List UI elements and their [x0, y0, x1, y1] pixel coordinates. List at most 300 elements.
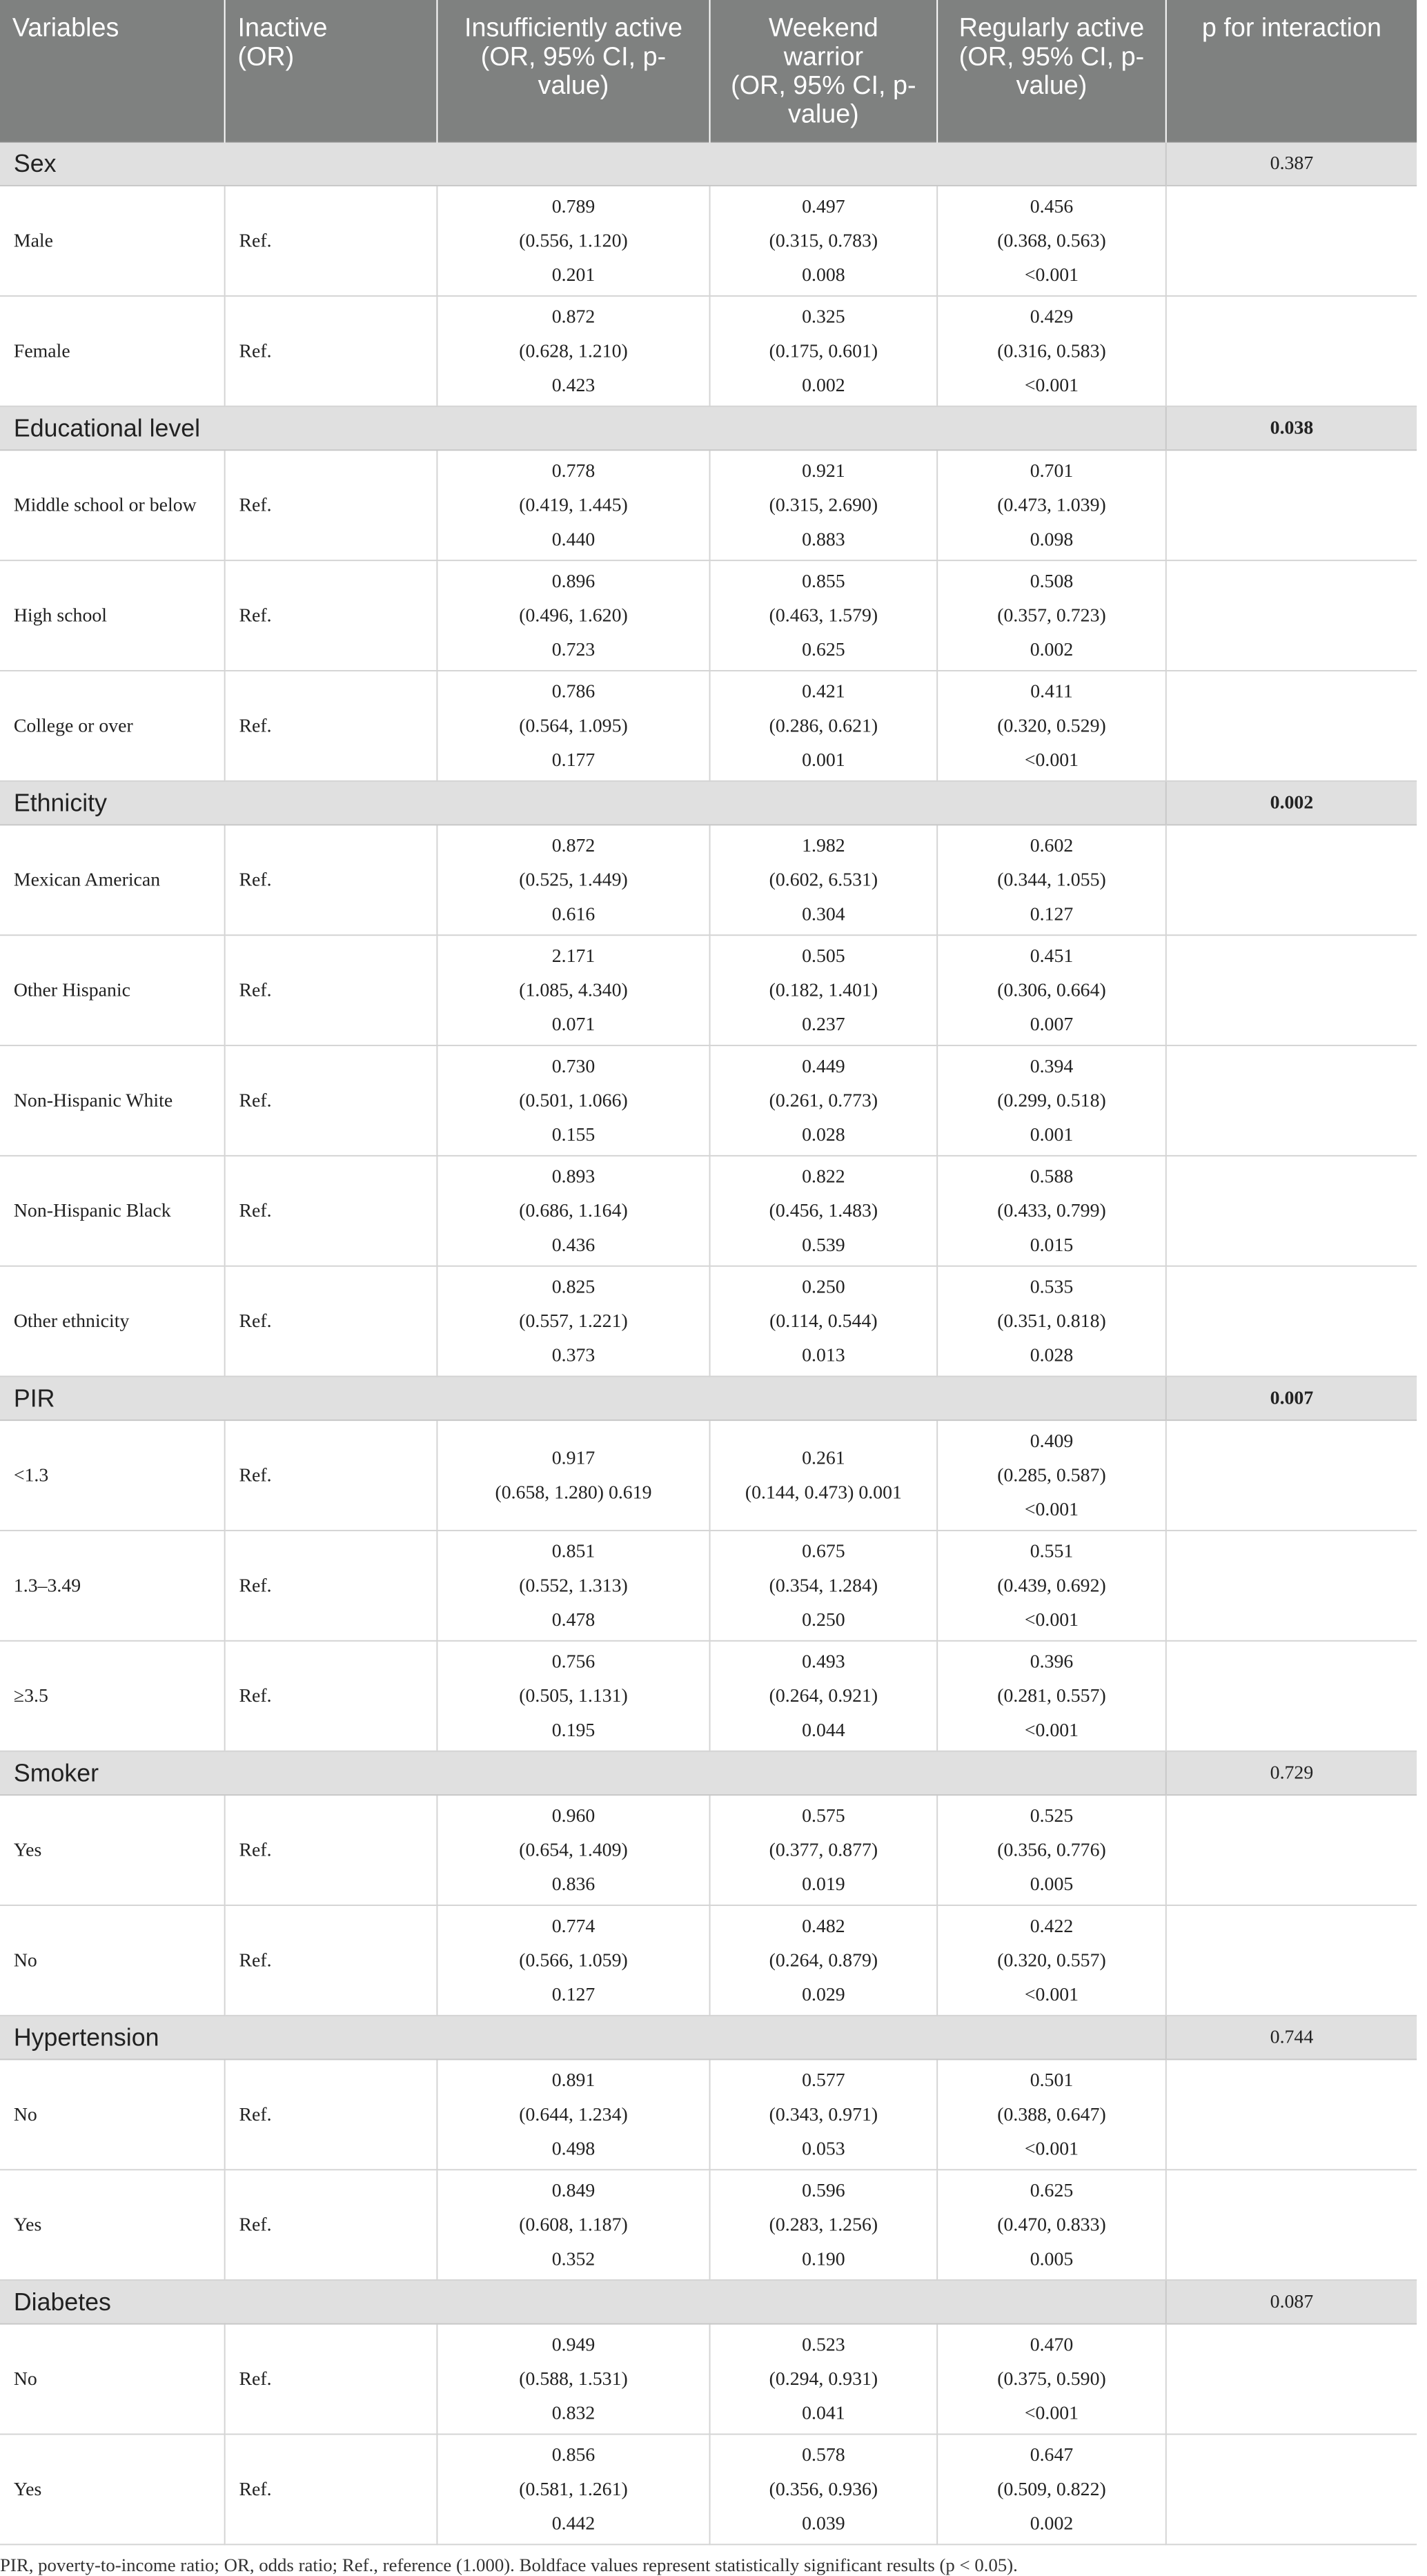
weekend-warrior-cell — [710, 935, 938, 1045]
insufficient-active-cell — [437, 935, 709, 1045]
stat-line: (0.581, 1.261) — [519, 2478, 628, 2500]
stat-line: 0.449 — [802, 1055, 845, 1077]
stat-line: 0.849 — [551, 2179, 596, 2201]
regularly-active-cell — [937, 935, 1166, 1045]
section-label: Ethnicity — [0, 781, 1166, 825]
table-row — [0, 1531, 1417, 1641]
header-weekend-line1: Weekend — [769, 13, 878, 43]
stat-line: (0.316, 0.583) — [997, 340, 1106, 362]
stat-line: 0.836 — [551, 1873, 596, 1895]
stat-line: 0.019 — [802, 1873, 845, 1895]
table-row — [0, 671, 1417, 781]
regularly-active-cell — [937, 1531, 1166, 1641]
stat-line: (0.470, 0.833) — [997, 2214, 1106, 2236]
section-label: Educational level — [0, 406, 1166, 451]
interaction-empty-cell — [1166, 1531, 1417, 1641]
header-regular — [937, 0, 1166, 142]
regularly-active-cell — [937, 2434, 1166, 2544]
table-row — [0, 1156, 1417, 1266]
stat-line: (0.286, 0.621) — [769, 715, 878, 736]
variable-name: Yes — [0, 2434, 225, 2544]
stat-line: (0.320, 0.557) — [997, 1949, 1106, 1971]
stat-line: 0.851 — [551, 1540, 596, 1562]
stat-line: 0.588 — [1030, 1166, 1074, 1188]
stat-line: (0.299, 0.518) — [997, 1090, 1106, 1111]
interaction-empty-cell — [1166, 2324, 1417, 2435]
stat-line: (0.375, 0.590) — [997, 2368, 1106, 2390]
stat-line: 0.730 — [551, 1055, 596, 1077]
section-label: Smoker — [0, 1751, 1166, 1796]
stat-line: 0.053 — [802, 2138, 845, 2159]
stat-line: <0.001 — [1024, 2402, 1079, 2424]
stat-line: (1.085, 4.340) — [519, 979, 628, 1001]
weekend-warrior-cell — [710, 2434, 938, 2544]
stat-line: 0.098 — [1030, 528, 1074, 550]
inactive-ref: Ref. — [225, 1641, 437, 1751]
stat-line: 0.005 — [1030, 1873, 1074, 1895]
variable-name: No — [0, 2324, 225, 2435]
insufficient-active-cell — [437, 825, 709, 935]
table-row — [0, 935, 1417, 1045]
stat-line: 0.001 — [802, 749, 845, 771]
stat-line: 0.001 — [1030, 1123, 1074, 1146]
stat-line: (0.315, 2.690) — [769, 494, 878, 516]
stat-line: 0.896 — [551, 570, 596, 592]
header-weekend-line4: value) — [787, 99, 859, 129]
table-row — [0, 2170, 1417, 2280]
stat-line: 0.155 — [551, 1123, 596, 1146]
stat-line: (0.557, 1.221) — [519, 1310, 628, 1332]
header-regular-line1: Regularly active — [958, 13, 1145, 43]
stat-line: (0.552, 1.313) — [519, 1574, 628, 1596]
interaction-empty-cell — [1166, 296, 1417, 406]
interaction-empty-cell — [1166, 1795, 1417, 1905]
header-interaction: p for interaction — [1166, 0, 1417, 142]
stat-line: (0.686, 1.164) — [519, 1199, 628, 1221]
stat-line: (0.496, 1.620) — [519, 604, 628, 626]
header-row — [0, 0, 1417, 142]
stat-line: 0.013 — [802, 1344, 845, 1366]
footnote: PIR, poverty-to-income ratio; OR, odds ratio; Ref., reference (1.000). Boldface values represent statistically significant results (p < 0.05). — [0, 2555, 1018, 2576]
weekend-warrior-cell — [710, 560, 938, 671]
regularly-active-cell — [937, 1156, 1166, 1266]
interaction-p-value: 0.729 — [1166, 1751, 1417, 1796]
stat-line: 0.539 — [802, 1234, 845, 1256]
interaction-empty-cell — [1166, 825, 1417, 935]
header-variables: Variables — [0, 0, 225, 142]
regularly-active-cell — [937, 2170, 1166, 2280]
interaction-empty-cell — [1166, 1156, 1417, 1266]
inactive-ref: Ref. — [225, 1156, 437, 1266]
stat-line: <0.001 — [1024, 1983, 1079, 2005]
variable-name: No — [0, 2059, 225, 2170]
stat-line: (0.306, 0.664) — [997, 979, 1106, 1001]
interaction-empty-cell — [1166, 560, 1417, 671]
stat-line: (0.419, 1.445) — [519, 494, 628, 516]
header-regular-line2: (OR, 95% CI, p- — [958, 42, 1145, 72]
interaction-p-value: 0.087 — [1166, 2280, 1417, 2324]
stat-line: <0.001 — [1024, 1498, 1079, 1520]
header-insufficient-line1: Insufficiently active — [464, 13, 682, 43]
section-label: Hypertension — [0, 2016, 1166, 2060]
stat-line: (0.501, 1.066) — [519, 1090, 628, 1111]
stat-line: 0.396 — [1030, 1651, 1074, 1672]
variable-name: High school — [0, 560, 225, 671]
stat-line: (0.283, 1.256) — [769, 2214, 878, 2236]
stat-line: (0.264, 0.921) — [769, 1684, 878, 1707]
stat-line: 0.872 — [551, 834, 596, 856]
stat-line: 0.498 — [551, 2138, 596, 2159]
stat-line: 0.195 — [551, 1719, 596, 1741]
stat-line: 0.352 — [551, 2248, 596, 2270]
stat-line: 0.478 — [551, 1609, 596, 1631]
stat-line: 0.325 — [802, 306, 845, 328]
stat-line: (0.294, 0.931) — [769, 2368, 878, 2390]
regularly-active-cell — [937, 1045, 1166, 1156]
regularly-active-cell — [937, 1641, 1166, 1751]
section-row — [0, 781, 1417, 825]
stat-line: 0.008 — [802, 264, 845, 286]
stat-line: (0.368, 0.563) — [997, 230, 1106, 251]
stat-line: 0.411 — [1030, 680, 1073, 702]
insufficient-active-cell — [437, 450, 709, 560]
insufficient-active-cell — [437, 671, 709, 781]
stat-line: 0.456 — [1030, 195, 1074, 217]
inactive-ref: Ref. — [225, 935, 437, 1045]
stat-line: 0.625 — [1030, 2179, 1074, 2201]
stat-line: 2.171 — [551, 945, 596, 967]
stat-line: <0.001 — [1024, 2138, 1079, 2159]
stat-line: 0.127 — [551, 1983, 596, 2005]
weekend-warrior-cell — [710, 2059, 938, 2170]
stat-line: 0.525 — [1030, 1805, 1074, 1827]
weekend-warrior-cell — [710, 1531, 938, 1641]
header-inactive — [225, 0, 437, 142]
section-row — [0, 1751, 1417, 1796]
stat-line: (0.344, 1.055) — [997, 869, 1106, 891]
interaction-empty-cell — [1166, 1420, 1417, 1531]
stat-line: 0.856 — [551, 2444, 596, 2466]
table-row — [0, 2059, 1417, 2170]
table-row — [0, 560, 1417, 671]
section-row — [0, 1377, 1417, 1421]
stat-line: <0.001 — [1024, 1719, 1079, 1741]
stat-line: 0.044 — [802, 1719, 845, 1741]
weekend-warrior-cell — [710, 1641, 938, 1751]
interaction-empty-cell — [1166, 1905, 1417, 2016]
stat-line: (0.556, 1.120) — [519, 230, 628, 251]
insufficient-active-cell — [437, 1905, 709, 2016]
inactive-ref: Ref. — [225, 1531, 437, 1641]
insufficient-active-cell — [437, 2324, 709, 2435]
interaction-p-value: 0.387 — [1166, 142, 1417, 186]
stat-line: 0.002 — [1030, 638, 1074, 660]
variable-name: Other ethnicity — [0, 1266, 225, 1377]
interaction-empty-cell — [1166, 1641, 1417, 1751]
table-row — [0, 1905, 1417, 2016]
weekend-warrior-cell — [710, 1266, 938, 1377]
stat-line: 0.261 — [802, 1447, 845, 1469]
stat-line: (0.509, 0.822) — [997, 2478, 1106, 2500]
stat-line: 0.127 — [1030, 903, 1074, 925]
stat-line: 0.789 — [551, 195, 596, 217]
section-label: Sex — [0, 142, 1166, 186]
insufficient-active-cell — [437, 1420, 709, 1531]
header-inactive-line1: Inactive — [237, 13, 328, 43]
regularly-active-cell — [937, 825, 1166, 935]
regularly-active-cell — [937, 560, 1166, 671]
stat-line: 0.508 — [1030, 570, 1074, 592]
stat-line: 0.041 — [802, 2402, 845, 2424]
stat-line: 0.647 — [1030, 2444, 1074, 2466]
stat-line: 0.523 — [802, 2334, 845, 2355]
insufficient-active-cell — [437, 186, 709, 296]
header-insufficient-line2: (OR, 95% CI, p- — [480, 42, 667, 72]
insufficient-active-cell — [437, 2170, 709, 2280]
stat-line: 0.436 — [551, 1234, 596, 1256]
interaction-empty-cell — [1166, 1266, 1417, 1377]
inactive-ref: Ref. — [225, 671, 437, 781]
stat-line: (0.473, 1.039) — [997, 494, 1106, 516]
table-row — [0, 825, 1417, 935]
stat-line: 0.451 — [1030, 945, 1074, 967]
stat-line: <0.001 — [1024, 264, 1079, 286]
variable-name: ≥3.5 — [0, 1641, 225, 1751]
weekend-warrior-cell — [710, 825, 938, 935]
stat-line: 0.002 — [802, 374, 845, 396]
stat-line: <0.001 — [1024, 374, 1079, 396]
stat-line: 0.493 — [802, 1651, 845, 1672]
stat-line: 0.237 — [802, 1013, 845, 1035]
stat-line: 0.778 — [551, 460, 596, 482]
weekend-warrior-cell — [710, 186, 938, 296]
stat-line: (0.602, 6.531) — [769, 869, 878, 891]
interaction-empty-cell — [1166, 1045, 1417, 1156]
inactive-ref: Ref. — [225, 1420, 437, 1531]
stat-line: 0.190 — [802, 2248, 845, 2270]
section-row — [0, 406, 1417, 451]
stat-line: 0.578 — [802, 2444, 845, 2466]
inactive-ref: Ref. — [225, 1905, 437, 2016]
stat-line: (0.144, 0.473) 0.001 — [745, 1481, 902, 1503]
stat-line: (0.439, 0.692) — [997, 1574, 1106, 1596]
header-regular-line3: value) — [1016, 71, 1088, 100]
table-row — [0, 2324, 1417, 2435]
stat-line: (0.628, 1.210) — [519, 340, 628, 362]
inactive-ref: Ref. — [225, 2324, 437, 2435]
interaction-empty-cell — [1166, 935, 1417, 1045]
stat-line: 0.005 — [1030, 2248, 1074, 2270]
variable-name: Non-Hispanic Black — [0, 1156, 225, 1266]
weekend-warrior-cell — [710, 450, 938, 560]
weekend-warrior-cell — [710, 1045, 938, 1156]
inactive-ref: Ref. — [225, 296, 437, 406]
stat-line: 0.535 — [1030, 1276, 1074, 1297]
inactive-ref: Ref. — [225, 186, 437, 296]
stat-line: (0.505, 1.131) — [519, 1684, 628, 1707]
weekend-warrior-cell — [710, 2170, 938, 2280]
variable-name: <1.3 — [0, 1420, 225, 1531]
stat-line: 0.201 — [551, 264, 596, 286]
regularly-active-cell — [937, 2059, 1166, 2170]
regularly-active-cell — [937, 1420, 1166, 1531]
insufficient-active-cell — [437, 1795, 709, 1905]
stat-line: (0.281, 0.557) — [997, 1684, 1106, 1707]
stat-line: 0.177 — [551, 749, 596, 771]
table-row — [0, 1795, 1417, 1905]
stat-line: 0.883 — [802, 528, 845, 550]
interaction-empty-cell — [1166, 2434, 1417, 2544]
stat-line: 0.007 — [1030, 1013, 1074, 1035]
stat-line: 0.616 — [551, 903, 596, 925]
stat-line: 0.917 — [551, 1447, 596, 1469]
stat-line: 0.373 — [551, 1344, 596, 1366]
stat-line: (0.320, 0.529) — [997, 715, 1106, 736]
inactive-ref: Ref. — [225, 2170, 437, 2280]
interaction-p-value: 0.007 — [1166, 1377, 1417, 1421]
stat-line: 0.675 — [802, 1540, 845, 1562]
insufficient-active-cell — [437, 1531, 709, 1641]
section-label: PIR — [0, 1377, 1166, 1421]
insufficient-active-cell — [437, 1156, 709, 1266]
weekend-warrior-cell — [710, 2324, 938, 2435]
stat-line: 0.429 — [1030, 306, 1074, 328]
interaction-p-value: 0.038 — [1166, 406, 1417, 451]
table-row — [0, 1420, 1417, 1531]
variable-name: 1.3–3.49 — [0, 1531, 225, 1641]
stat-line: 0.825 — [551, 1276, 596, 1297]
inactive-ref: Ref. — [225, 825, 437, 935]
stat-line: 0.756 — [551, 1651, 596, 1672]
section-row — [0, 2016, 1417, 2060]
stat-line: 0.505 — [802, 945, 845, 967]
stat-line: 0.855 — [802, 570, 845, 592]
header-insufficient-line3: value) — [538, 71, 609, 100]
table-row — [0, 2434, 1417, 2544]
stat-line: 0.482 — [802, 1915, 845, 1937]
insufficient-active-cell — [437, 2434, 709, 2544]
stat-line: 0.832 — [551, 2402, 596, 2424]
table-row — [0, 1641, 1417, 1751]
variable-name: Yes — [0, 1795, 225, 1905]
stat-line: 0.394 — [1030, 1055, 1074, 1077]
variable-name: No — [0, 1905, 225, 2016]
regularly-active-cell — [937, 671, 1166, 781]
table-row — [0, 296, 1417, 406]
stat-line: (0.456, 1.483) — [769, 1199, 878, 1221]
insufficient-active-cell — [437, 560, 709, 671]
table-row — [0, 1045, 1417, 1156]
stat-line: 0.872 — [551, 306, 596, 328]
stat-line: 0.602 — [1030, 834, 1074, 856]
stat-line: 0.891 — [551, 2069, 596, 2091]
variable-name: Middle school or below — [0, 450, 225, 560]
stat-line: (0.264, 0.879) — [769, 1949, 878, 1971]
stat-line: 0.921 — [802, 460, 845, 482]
insufficient-active-cell — [437, 1266, 709, 1377]
weekend-warrior-cell — [710, 1420, 938, 1531]
stat-line: (0.261, 0.773) — [769, 1090, 878, 1111]
variable-name: Yes — [0, 2170, 225, 2280]
stat-line: 0.039 — [802, 2513, 845, 2534]
stat-line: (0.356, 0.776) — [997, 1839, 1106, 1861]
insufficient-active-cell — [437, 1045, 709, 1156]
stat-line: 0.701 — [1030, 460, 1074, 482]
regularly-active-cell — [937, 186, 1166, 296]
stat-line: (0.175, 0.601) — [769, 340, 878, 362]
stat-line: (0.433, 0.799) — [997, 1199, 1106, 1221]
stat-line: (0.343, 0.971) — [769, 2103, 878, 2125]
stat-line: 0.501 — [1030, 2069, 1074, 2091]
stat-line: (0.644, 1.234) — [519, 2103, 628, 2125]
regularly-active-cell — [937, 1266, 1166, 1377]
regularly-active-cell — [937, 1905, 1166, 2016]
stat-line: 0.002 — [1030, 2513, 1074, 2534]
stat-line: 0.409 — [1030, 1430, 1074, 1452]
header-weekend-line2: warrior — [783, 42, 864, 72]
stat-line: 1.982 — [802, 834, 845, 856]
weekend-warrior-cell — [710, 671, 938, 781]
section-label: Diabetes — [0, 2280, 1166, 2324]
interaction-empty-cell — [1166, 450, 1417, 560]
stat-line: (0.354, 1.284) — [769, 1574, 878, 1596]
inactive-ref: Ref. — [225, 1266, 437, 1377]
stat-line: 0.596 — [802, 2179, 845, 2201]
stat-line: (0.608, 1.187) — [519, 2214, 628, 2236]
stat-line: (0.658, 1.280) 0.619 — [495, 1481, 652, 1503]
stat-line: (0.182, 1.401) — [769, 979, 878, 1001]
stat-line: 0.304 — [802, 903, 845, 925]
regularly-active-cell — [937, 450, 1166, 560]
table-body — [0, 142, 1417, 2545]
stat-line: (0.463, 1.579) — [769, 604, 878, 626]
table-row — [0, 1266, 1417, 1377]
stat-line: (0.357, 0.723) — [997, 604, 1106, 626]
stat-line: 0.577 — [802, 2069, 845, 2091]
stat-line: 0.423 — [551, 374, 596, 396]
stat-line: (0.564, 1.095) — [519, 715, 628, 736]
inactive-ref: Ref. — [225, 2434, 437, 2544]
stat-line: 0.774 — [551, 1915, 596, 1937]
interaction-empty-cell — [1166, 186, 1417, 296]
stat-line: 0.723 — [551, 638, 596, 660]
regularly-active-cell — [937, 2324, 1166, 2435]
interaction-empty-cell — [1166, 2059, 1417, 2170]
stat-line: 0.442 — [551, 2513, 596, 2534]
interaction-p-value: 0.744 — [1166, 2016, 1417, 2060]
regularly-active-cell — [937, 296, 1166, 406]
stat-line: 0.470 — [1030, 2334, 1074, 2355]
insufficient-active-cell — [437, 2059, 709, 2170]
variable-name: College or over — [0, 671, 225, 781]
stat-line: 0.786 — [551, 680, 596, 702]
stat-line: 0.893 — [551, 1166, 596, 1188]
interaction-empty-cell — [1166, 671, 1417, 781]
weekend-warrior-cell — [710, 1156, 938, 1266]
stat-line: 0.422 — [1030, 1915, 1074, 1937]
stat-line: (0.566, 1.059) — [519, 1949, 628, 1971]
inactive-ref: Ref. — [225, 560, 437, 671]
interaction-empty-cell — [1166, 2170, 1417, 2280]
variable-name: Other Hispanic — [0, 935, 225, 1045]
table-row — [0, 186, 1417, 296]
stat-line: (0.285, 0.587) — [997, 1464, 1106, 1486]
header-weekend — [710, 0, 938, 142]
stat-line: (0.315, 0.783) — [769, 230, 878, 251]
variable-name: Male — [0, 186, 225, 296]
stat-line: 0.625 — [802, 638, 845, 660]
stat-line: (0.351, 0.818) — [997, 1310, 1106, 1332]
